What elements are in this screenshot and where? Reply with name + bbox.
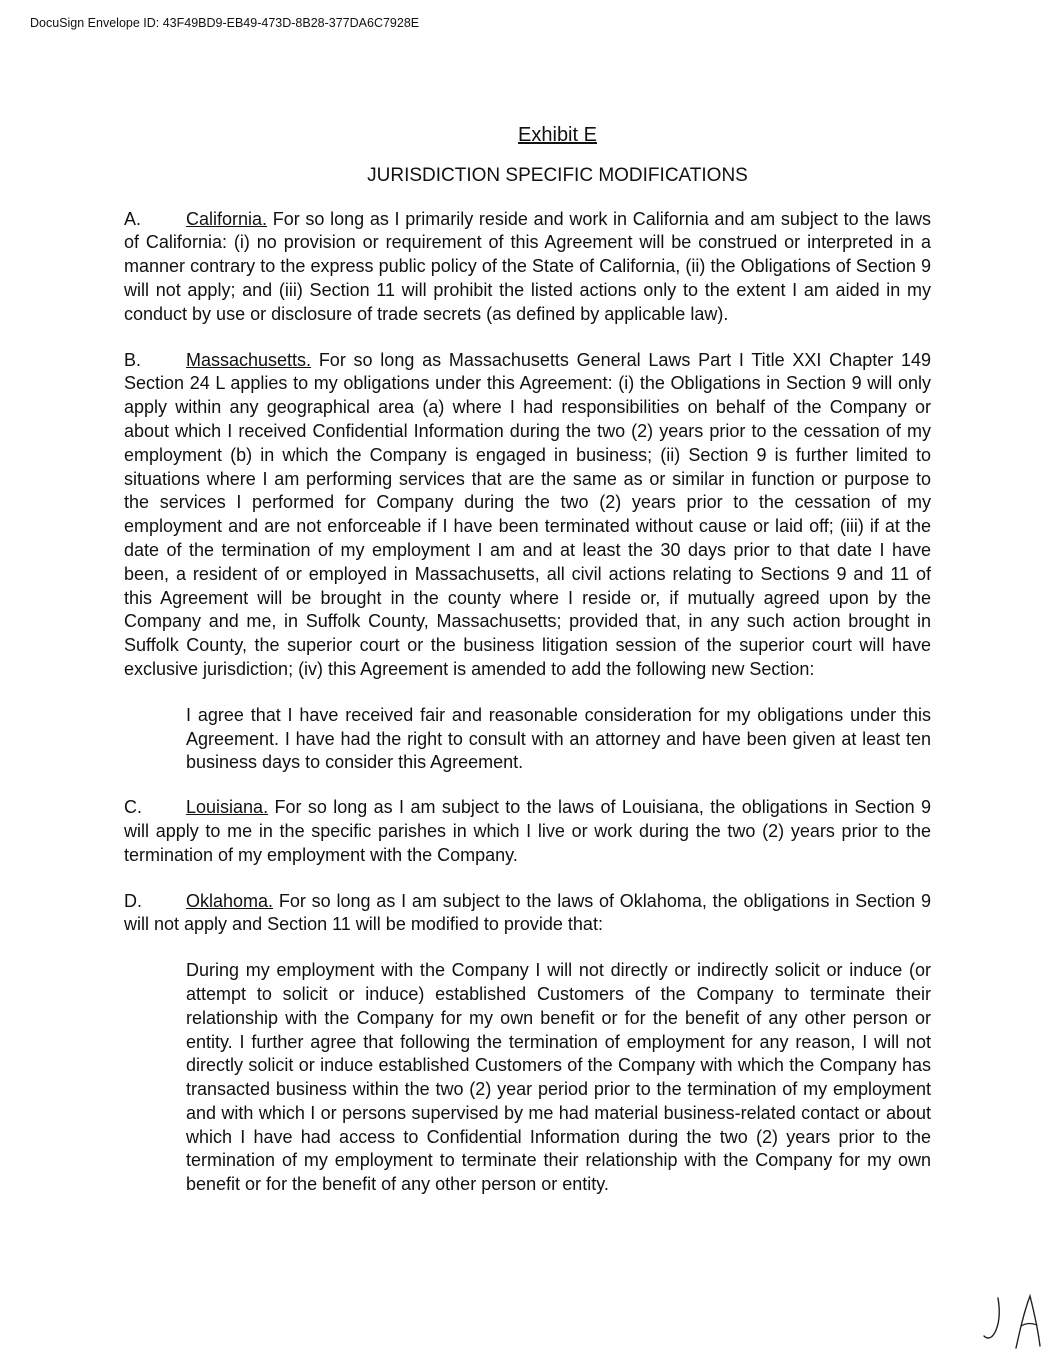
document-body xyxy=(124,118,931,1218)
section-california xyxy=(124,208,931,327)
section-louisiana xyxy=(124,796,931,867)
section-heading: Louisiana. xyxy=(186,797,269,818)
exhibit-title: Exhibit E xyxy=(518,124,597,146)
section-heading: Massachusetts. xyxy=(186,349,312,370)
section-text: For so long as I am subject to the laws of Louisiana, the obligations in Section 9 will apply to me in the specific parishes in which I live or work during the two (2) years prior to the termination of my employment with the Company. xyxy=(124,797,931,865)
exhibit-subtitle: JURISDICTION SPECIFIC MODIFICATIONS xyxy=(367,164,748,186)
section-text: For so long as I am subject to the laws of Oklahoma, the obligations in Section 9 will not apply and Section 11 will be modified to provide that: xyxy=(124,890,931,935)
section-text: For so long as I primarily reside and work in California and am subject to the laws of California: (i) no provision or requirement of this Agreement will be construed or interpreted in a manner contrary to the express public policy of the State of California, (ii) the Obligations of Section 9 will not apply; and (iii) Section 11 will prohibit the listed actions only to the extent I am aided in my conduct by use or disclosure of trade secrets (as defined by applicable law). xyxy=(124,208,931,324)
section-text: For so long as Massachusetts General Laws Part I Title XXI Chapter 149 Section 24 L applies to my obligations under this Agreement: (i) the Obligations in Section 9 will only apply within any geographical area (a) where I had responsibilities on behalf of the Company or about which I received Confidential Information during the two (2) years prior to the cessation of my employment (b) in which the Company is engaged in business; (ii) Section 9 is further limited to situations where I am performing services that are the same as or similar in function or purpose to the services I performed for Company during the two (2) years prior to the cessation of my employment and are not enforceable if I have been terminated without cause or laid off; (iii) if at the date of the termination of my employment I am and at least the 30 days prior to that date I have been, a resident of or employed in Massachusetts, all civil actions relating to Sections 9 and 11 of this Agreement will be brought in the county where I reside or, if mutually agreed upon by the Company and me, in Suffolk County, Massachusetts; provided that, in any such action brought in Suffolk County, the superior court or the business litigation session of the superior court will have exclusive jurisdiction; (iv) this Agreement is amended to add the following new Section: xyxy=(124,349,931,679)
section-massachusetts xyxy=(124,349,931,682)
section-quote-massachusetts: I agree that I have received fair and reasonable consideration for my obligations under this Agreement. I have had the right to consult with an attorney and have been given at least ten business days to consider this Agreement. xyxy=(186,704,931,773)
section-quote-oklahoma: During my employment with the Company I will not directly or indirectly solicit or induce (or attempt to solicit or induce) established Customers of the Company to terminate their relationship with the Company for my own benefit or for the benefit of any other person or entity. I further agree that following the termination of employment for any reason, I will not directly solicit or induce established Customers of the Company with which the Company has transacted business within the two (2) year period prior to the termination of my employment and with which I or persons supervised by me had material business-related contact or about which I have had access to Confidential Information during the two (2) years prior to the termination of my employment to terminate their relationship with the Company for my own benefit or for the benefit of any other person or entity. xyxy=(186,960,931,1195)
section-oklahoma xyxy=(124,890,931,938)
section-letter: B. xyxy=(124,349,142,370)
section-letter: A. xyxy=(124,208,142,229)
section-letter: C. xyxy=(124,797,142,818)
section-heading: California. xyxy=(186,208,268,229)
section-letter: D. xyxy=(124,890,142,911)
envelope-id: DocuSign Envelope ID: 43F49BD9-EB49-473D-8B28-377DA6C7928E xyxy=(30,16,420,30)
section-heading: Oklahoma. xyxy=(186,890,274,911)
handwritten-initials-icon xyxy=(980,1290,1050,1350)
